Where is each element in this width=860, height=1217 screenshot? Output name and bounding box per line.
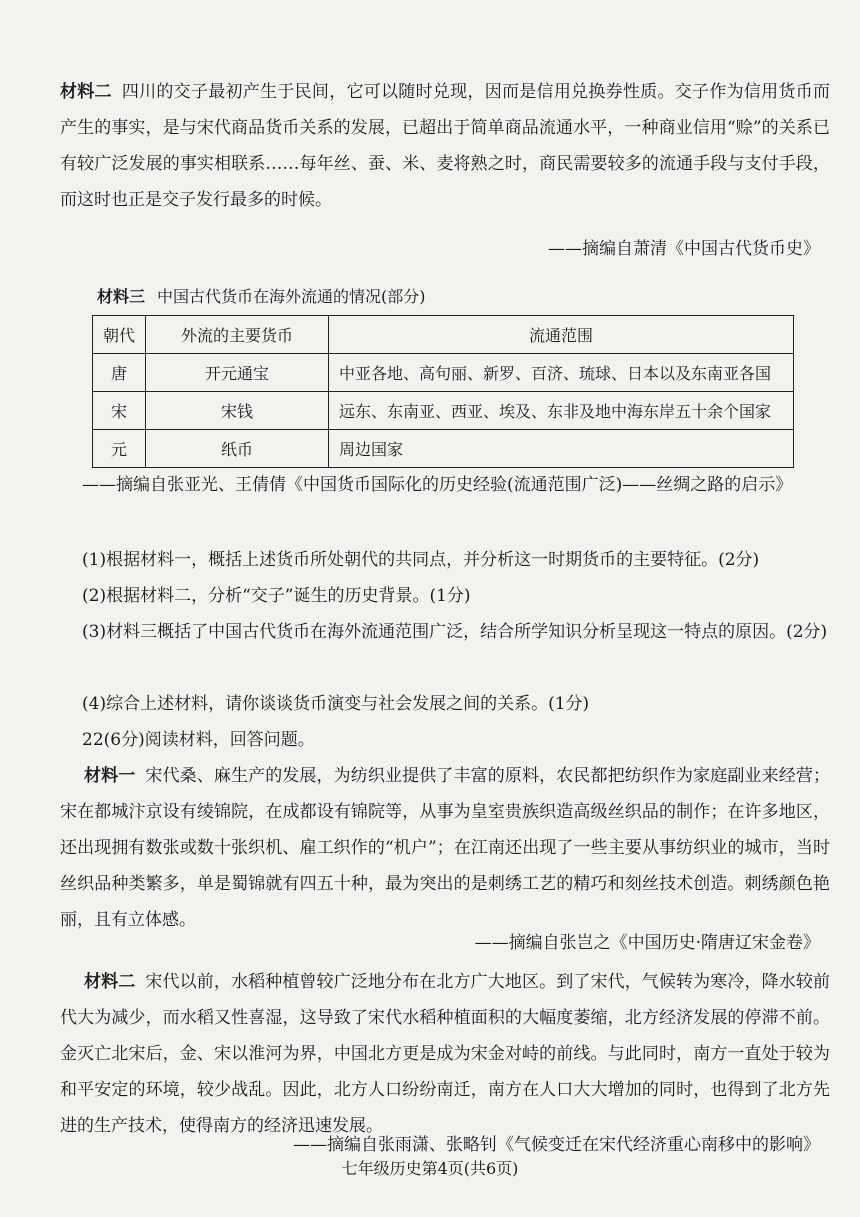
cell-currency: 纸币 — [146, 430, 329, 468]
table-row — [93, 392, 794, 430]
question-4: (4)综合上述材料，请你谈谈货币演变与社会发展之间的关系。(1分) — [82, 694, 590, 714]
cell-dynasty: 元 — [93, 430, 146, 468]
q22-material2-label: 材料二 — [84, 972, 136, 992]
question-22-title: 22(6分)阅读材料，回答问题。 — [82, 730, 315, 750]
material3-caption-text: 中国古代货币在海外流通的情况(部分) — [157, 287, 426, 306]
material2-paragraph — [60, 74, 830, 218]
q22-material1-label: 材料一 — [84, 766, 136, 786]
cell-dynasty: 唐 — [93, 354, 146, 392]
header-scope: 流通范围 — [329, 316, 794, 354]
material3-caption — [97, 284, 426, 307]
cell-currency: 开元通宝 — [146, 354, 329, 392]
header-dynasty: 朝代 — [93, 316, 146, 354]
q22-material1-source: ——摘编自张岂之《中国历史·隋唐辽宋金卷》 — [474, 933, 820, 953]
question-1: (1)根据材料一，概括上述货币所处朝代的共同点，并分析这一时期货币的主要特征。(2分) — [82, 550, 760, 570]
question-2: (2)根据材料二，分析“交子”诞生的历史背景。(1分) — [82, 586, 471, 606]
table-row — [93, 430, 794, 468]
material2-label: 材料二 — [60, 82, 112, 102]
material3-label: 材料三 — [97, 287, 146, 306]
cell-scope: 远东、东南亚、西亚、埃及、东非及地中海东岸五十余个国家 — [329, 392, 794, 430]
material2-text: 四川的交子最初产生于民间，它可以随时兑现，因而是信用兑换券性质。交子作为信用货币而产生的事实，是与宋代商品货币关系的发展，已超出于简单商品流通水平，一种商业信用“赊”的关系已有较广泛发展的事实相联系……每年丝、蚕、米、麦将熟之时，商民需要较多的流通手段与支付手段，而这时也正是交子发行最多的时候。 — [60, 82, 831, 210]
material3-source: ——摘编自张亚光、王倩倩《中国货币国际化的历史经验(流通范围广泛)——丝绸之路的启示》 — [82, 475, 793, 495]
table-row — [93, 354, 794, 392]
q22-material2-text: 宋代以前，水稻种植曾较广泛地分布在北方广大地区。到了宋代，气候转为寒冷，降水较前代大为减少，而水稻又性喜湿，这导致了宋代水稻种植面积的大幅度萎缩，北方经济发展的停滞不前。金灭亡北宋后，金、宋以淮河为界，中国北方更是成为宋金对峙的前线。与此同时，南方一直处于较为和平安定的环境，较少战乱。因此，北方人口纷纷南迁，南方在人口大大增加的同时，也得到了北方先进的生产技术，使得南方的经济迅速发展。 — [60, 972, 831, 1136]
q22-material1-text: 宋代桑、麻生产的发展，为纺织业提供了丰富的原料，农民都把纺织作为家庭副业来经营；宋在都城汴京设有绫锦院，在成都设有锦院等，从事为皇室贵族织造高级丝织品的制作；在许多地区，还出现拥有数张或数十张织机、雇工织作的“机户”；在江南还出现了一些主要从事纺织业的城市，当时丝织品种类繁多，单是蜀锦就有四五十种，最为突出的是刺绣工艺的精巧和刻丝技术创造。刺绣颜色艳丽，且有立体感。 — [60, 766, 831, 930]
material2-source: ——摘编自萧清《中国古代货币史》 — [548, 239, 820, 259]
cell-scope: 中亚各地、高句丽、新罗、百济、琉球、日本以及东南亚各国 — [329, 354, 794, 392]
cell-dynasty: 宋 — [93, 392, 146, 430]
currency-table — [92, 315, 794, 468]
page-footer: 七年级历史第4页(共6页) — [341, 1159, 519, 1178]
header-currency: 外流的主要货币 — [146, 316, 329, 354]
q22-material2-source: ——摘编自张雨潇、张略钊《气候变迁在宋代经济重心南移中的影响》 — [293, 1135, 820, 1155]
table-header-row — [93, 316, 794, 354]
cell-scope: 周边国家 — [329, 430, 794, 468]
q22-material1-paragraph — [60, 758, 830, 938]
q22-material2-paragraph — [60, 964, 830, 1144]
question-3: (3)材料三概括了中国古代货币在海外流通范围广泛，结合所学知识分析呈现这一特点的原因。(2分) — [82, 622, 828, 642]
cell-currency: 宋钱 — [146, 392, 329, 430]
